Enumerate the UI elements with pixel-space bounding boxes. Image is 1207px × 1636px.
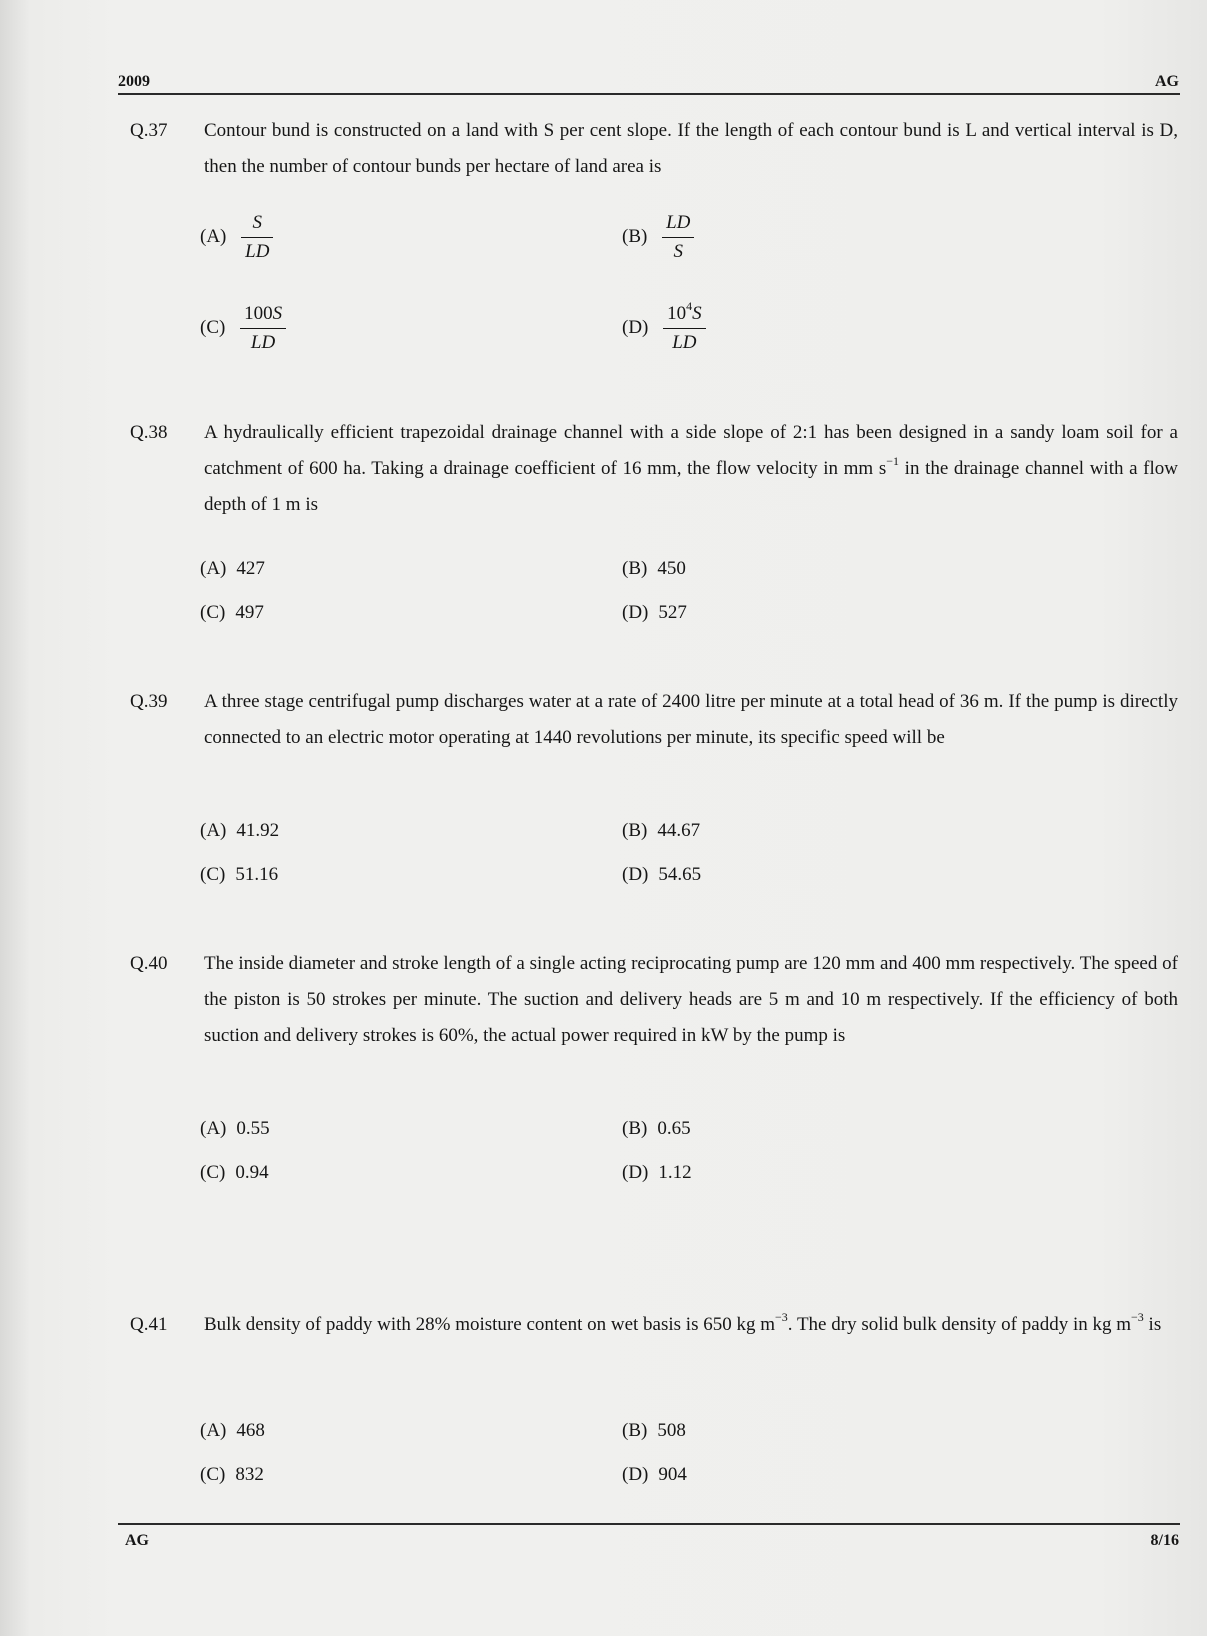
fraction-numerator: S [241, 212, 273, 238]
option-value: 41.92 [236, 820, 280, 841]
fraction-numerator [663, 299, 706, 329]
option-a [200, 1118, 270, 1140]
fraction-denominator: LD [250, 332, 276, 353]
question-37 [130, 113, 1178, 185]
option-d [622, 864, 701, 886]
option-d [622, 1162, 692, 1184]
question-number: Q.40 [130, 953, 168, 974]
question-stem [204, 1302, 1178, 1348]
option-value: 527 [658, 602, 687, 623]
header-rule [118, 93, 1180, 95]
option-d [622, 602, 687, 624]
option-c [200, 1464, 264, 1486]
option-label: (D) [622, 1162, 649, 1183]
option-label: (B) [622, 820, 648, 841]
question-number: Q.39 [130, 691, 168, 712]
question-39 [130, 684, 1178, 756]
option-label: (C) [200, 1162, 226, 1183]
option-label: (D) [622, 1464, 649, 1485]
option-value: 904 [658, 1464, 687, 1485]
option-a [200, 1420, 265, 1442]
fraction-numerator: LD [662, 212, 694, 238]
fraction [240, 303, 286, 354]
option-b [622, 212, 694, 263]
fraction [663, 299, 706, 354]
numerator-coefficient: 10 [667, 303, 687, 324]
option-b [622, 820, 700, 842]
question-number: Q.41 [130, 1314, 168, 1335]
option-label: (B) [622, 1118, 648, 1139]
fraction-denominator: LD [672, 332, 697, 353]
option-d [622, 299, 706, 354]
header-year: 2009 [118, 73, 150, 90]
unit-exponent: −1 [886, 454, 900, 468]
option-label: (C) [200, 864, 226, 885]
option-c [200, 303, 286, 354]
option-label: (D) [622, 316, 649, 338]
option-c [200, 602, 264, 624]
fraction-denominator: S [673, 241, 683, 262]
question-stem: The inside diameter and stroke length of a single acting reciprocating pump are 120 mm and 400 mm respectively. The speed of the piston is 50 strokes per minute. The suction and delivery heads are 5 m and 10 m respectively. If the efficiency of both suction and delivery strokes is 60%, the actual power required in kW by the pump is [204, 953, 1178, 1046]
option-label: (A) [200, 558, 227, 579]
option-label: (D) [622, 602, 649, 623]
numerator-variable: S [692, 303, 702, 324]
option-label: (A) [200, 225, 227, 247]
option-value: 0.55 [236, 1118, 270, 1139]
option-label: (A) [200, 1420, 227, 1441]
option-b [622, 1420, 686, 1442]
question-stem: A three stage centrifugal pump discharges water at a rate of 2400 litre per minute at a total head of 36 m. If the pump is directly connected to an electric motor operating at 1440 revolutions per minute, its specific speed will be [204, 691, 1178, 748]
question-stem [204, 415, 1178, 523]
option-a [200, 558, 265, 580]
unit-exponent: −3 [1131, 1310, 1144, 1324]
option-c [200, 864, 278, 886]
option-label: (B) [622, 225, 648, 247]
option-label: (B) [622, 1420, 648, 1441]
option-b [622, 1118, 691, 1140]
option-value: 832 [235, 1464, 264, 1485]
option-value: 1.12 [658, 1162, 692, 1183]
footer-paper-code: AG [125, 1532, 149, 1549]
option-label: (D) [622, 864, 649, 885]
question-number: Q.38 [130, 422, 168, 443]
question-41 [130, 1302, 1178, 1348]
footer-page-number: 8/16 [1150, 1532, 1179, 1549]
option-c [200, 1162, 269, 1184]
stem-text: . The dry solid bulk density of paddy in kg m [787, 1314, 1132, 1335]
question-number: Q.37 [130, 120, 168, 141]
stem-text: Bulk density of paddy with 28% moisture content on wet basis is 650 kg m [204, 1314, 776, 1335]
option-label: (B) [622, 558, 648, 579]
fraction-numerator [240, 303, 286, 329]
option-value: 0.65 [657, 1118, 691, 1139]
option-b [622, 558, 686, 580]
fraction [662, 212, 694, 263]
question-stem: Contour bund is constructed on a land with S per cent slope. If the length of each contour bund is L and vertical interval is D, then the number of contour bunds per hectare of land area is [204, 120, 1178, 177]
option-label: (A) [200, 820, 227, 841]
option-value: 51.16 [235, 864, 279, 885]
stem-text: A hydraulically efficient trapezoidal drainage channel with a side slope of 2:1 has been designed in a sandy loam soil for a catchment of 600 ha. Taking a drainage coefficient of 16 mm, the flow velocity in mm s [204, 422, 1178, 479]
question-38 [130, 415, 1178, 523]
option-a [200, 820, 279, 842]
option-value: 427 [236, 558, 265, 579]
option-value: 508 [657, 1420, 686, 1441]
unit-exponent: −3 [775, 1310, 788, 1324]
stem-text: in the drainage channel with a flow depth of 1 m is [204, 458, 1179, 515]
option-d [622, 1464, 687, 1486]
footer-rule [118, 1523, 1180, 1525]
fraction [241, 212, 273, 263]
stem-text: is [1143, 1314, 1162, 1335]
option-value: 44.67 [657, 820, 701, 841]
numerator-exponent: 4 [686, 299, 693, 313]
fraction-denominator: LD [245, 241, 270, 262]
option-value: 0.94 [235, 1162, 269, 1183]
option-a [200, 212, 273, 263]
numerator-variable: S [272, 303, 283, 324]
option-label: (C) [200, 602, 226, 623]
header-paper-code: AG [1155, 73, 1179, 90]
numerator-coefficient: 100 [244, 303, 273, 324]
option-value: 497 [235, 602, 264, 623]
option-label: (C) [200, 316, 226, 338]
option-label: (A) [200, 1118, 227, 1139]
option-value: 54.65 [658, 864, 702, 885]
option-label: (C) [200, 1464, 226, 1485]
option-value: 450 [657, 558, 686, 579]
option-value: 468 [236, 1420, 265, 1441]
question-40 [130, 946, 1178, 1054]
